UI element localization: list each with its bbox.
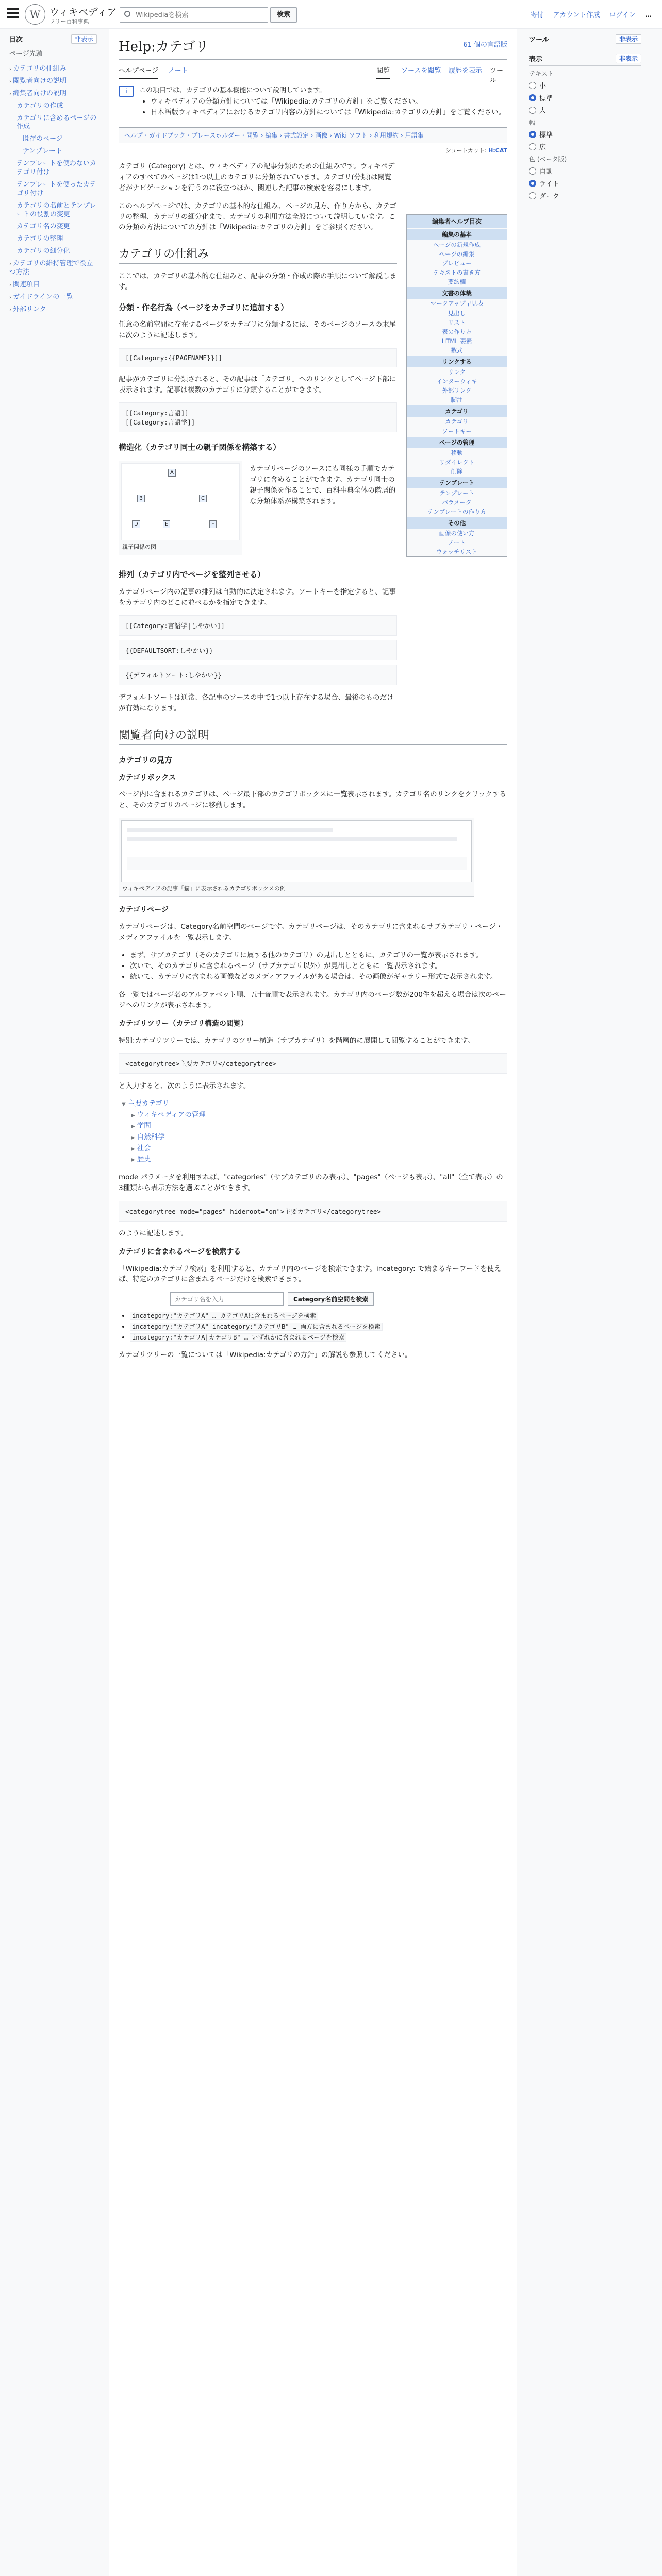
paragraph: デフォルトソートは通常、各記事のソースの中で1つ以上存在する場合、最後のものだけが有効になります。 [119,693,394,713]
collapse-icon[interactable]: ▼ [122,1101,126,1108]
section-heading: 閲覧者向けの説明 [119,726,507,745]
figure-caption: 親子関係の図 [122,544,156,551]
navbox-group-heading: カテゴリ [407,405,507,417]
navbox-link[interactable]: パラメータ [442,498,472,506]
code-block: <categorytree>主要カテゴリ</categorytree> [119,1053,507,1074]
tree-item[interactable]: ▶ 歴史 [131,1155,151,1164]
text-size-label: テキスト [529,70,554,77]
create-account-link[interactable]: アカウント作成 [553,11,600,19]
navbox-link[interactable]: インターウィキ [436,378,477,385]
navbox-link[interactable]: 要約欄 [448,278,466,286]
radio-icon[interactable] [529,82,536,89]
code-block: {{DEFAULTSORT:しやかい}} [119,640,397,660]
navbox-group-heading: 文書の体裁 [407,287,507,299]
login-link[interactable]: ログイン [609,11,636,19]
tree-item[interactable]: ▶ 社会 [131,1144,151,1153]
toc-item[interactable] [9,306,97,314]
figure-caption: ウィキペディアの記事「猫」に表示されるカテゴリボックスの例 [122,885,286,892]
navbox-link[interactable]: ノート [448,539,466,547]
text-size-option-label: 標準 [539,95,553,103]
toc-item[interactable] [9,147,97,156]
toc-item[interactable] [9,90,97,98]
navbox-link[interactable]: 外部リンク [442,387,472,395]
color-label: 色 (ベータ版) [529,156,567,163]
paragraph: カテゴリページ内の記事の排列は自動的に決定されます。ソートキーを指定すると、記事をカテゴリ内のどこに並べるかを指定できます。 [119,587,396,607]
radio-icon[interactable] [529,167,536,175]
tree-node: B [137,495,145,502]
navbox-group-heading: ページの管理 [407,437,507,448]
hatnote-line: この項目では、カテゴリの基本機能について説明しています。 [139,87,326,94]
expand-icon[interactable]: ▶ [131,1112,135,1118]
navbox-link[interactable]: マークアップ早見表 [430,300,484,308]
editor-help-navbox [406,214,507,557]
toc-item-label[interactable]: カテゴリ名の変更 [16,223,70,231]
navbox-link[interactable]: 数式 [451,346,463,354]
tab-history[interactable]: 履歴を表示 [449,67,483,75]
navbox-group-heading: リンクする [407,356,507,367]
paragraph: ページ内に含まれるカテゴリは、ページ最下部のカテゴリボックスに一覧表示されます。カテゴリ名のリンクをクリックすると、そのカテゴリのページに移動します。 [119,790,506,810]
paragraph: 特別:カテゴリツリーでは、カテゴリのツリー構造（サブカテゴリ）を階層的に展開して閲覧することができます。 [119,1036,474,1045]
main-content [109,29,517,2576]
toc-item[interactable] [9,202,97,219]
toc-toggle-icon[interactable]: › [9,91,11,97]
navbox-link[interactable]: ページの新規作成 [433,241,481,248]
subsubsection-heading: カテゴリに含まれるページを検索する [119,1248,241,1257]
navbox-link[interactable]: プレビュー [442,260,472,267]
bullet-list [119,950,507,982]
breadcrumb[interactable]: ヘルプ・ガイドブック・プレースホルダー・閲覧 › 編集 › 書式設定 › 画像 › Wiki ソフト › 利用規約 › 用語集 [124,131,424,139]
color-option[interactable] [529,166,641,176]
color-option-label: 自動 [539,168,553,176]
toc-item[interactable] [9,260,97,277]
expand-icon[interactable]: ▶ [131,1135,135,1141]
info-icon: i [119,86,134,97]
paragraph: 「Wikipedia:カテゴリ検索」を利用すると、カテゴリ内のページを検索できます。incategory: で始まるキーワードを使えば、特定のカテゴリに含まれるページだけを検索できます。 [119,1264,501,1284]
navbox-link[interactable]: 削除 [451,467,463,475]
width-option[interactable] [529,129,641,139]
toc-item-label[interactable]: カテゴリの細分化 [16,247,70,256]
navbox-link[interactable]: 見出し [448,309,466,317]
toc-sidebar [0,29,103,318]
navbox-link[interactable]: ソートキー [442,427,472,435]
subsection-heading: カテゴリの見方 [119,755,173,765]
section-heading: カテゴリの仕組み [119,245,397,264]
hatnote [119,77,507,122]
tree-node: D [132,520,140,528]
toc-item[interactable] [9,281,97,290]
shortcut-link[interactable]: H:CAT [488,147,507,154]
help-navigation-bar [119,127,507,143]
text-size-option[interactable] [529,105,641,115]
toc-item-label[interactable]: カテゴリの仕組み [13,65,67,73]
navbox-link[interactable]: ウォッチリスト [436,548,477,556]
shortcut-label: ショートカット: [445,147,487,154]
code-block: {{デフォルトソート:しやかい}} [119,665,397,685]
subsubsection-heading: カテゴリページ [119,906,169,914]
page-title: Help:カテゴリ [119,39,209,55]
paragraph: 各一覧ではページ名のアルファベット順、五十音順で表示されます。カテゴリ内のページ数が200件を超える場合は次のページへのリンクが表示されます。 [119,990,506,1010]
navbox-title: 編集者ヘルプ目次 [407,215,507,228]
toc-toggle-icon[interactable]: › [9,261,11,267]
list-item: • incategory:"カテゴリA" incategory:"カテゴリB" … 両方に含まれるページを検索 [130,1321,507,1332]
toc-item-label[interactable]: テンプレートを使わないカテゴリ付け [16,160,96,177]
screenshot-figure [119,818,474,897]
subsection-heading: 排列（カテゴリ内でページを整列させる） [119,570,266,580]
subsection-heading: 分類・作名行為（ページをカテゴリに追加する） [119,302,289,312]
toc-item-label[interactable]: ガイドラインの一覧 [13,293,73,301]
toc-item-label[interactable]: カテゴリの名前とテンプレートの役割の変更 [16,201,96,218]
tab-read[interactable]: 閲覧 [376,65,390,79]
more-menu-icon[interactable]: … [645,11,652,19]
intro-paragraph: このヘルプページでは、カテゴリの基本的な仕組み、ページの見方、作り方から、カテゴリの整理、カテゴリの細分化まで、カテゴリの利用方法全般について説明しています。この分類の方法についての方針は「Wikipedia:カテゴリの方針」をご参照ください。 [119,201,396,232]
toc-item-label[interactable]: 既存のページ [23,135,63,143]
toc-toggle-icon[interactable]: › [9,307,11,313]
radio-icon[interactable] [529,94,536,101]
wordmark[interactable]: ウィキペディア [49,7,117,18]
text-size-option[interactable] [529,80,641,90]
radio-icon[interactable] [529,143,536,150]
donate-link[interactable]: 寄付 [530,11,544,19]
toc-item[interactable] [9,235,97,244]
toc-list [9,65,97,314]
category-tree [119,1098,507,1165]
tree-node: A [168,469,176,477]
tab-talk[interactable]: ノート [168,67,188,75]
color-option[interactable] [529,178,641,188]
navbox-link[interactable]: リダイレクト [439,458,475,466]
width-label: 幅 [529,119,536,126]
hatnote-item: • ウィキペディアの分類方針については「Wikipedia:カテゴリの方針」をご覧ください。 [151,96,507,107]
search-button[interactable]: 検索 [270,7,297,23]
width-option[interactable] [529,142,641,151]
paragraph: と入力すると、次のように表示されます。 [119,1081,251,1090]
search-icon [124,11,130,17]
toc-top-link[interactable]: ページ先頭 [9,48,97,61]
navbox-link[interactable]: テキストの書き方 [433,269,481,277]
tab-view-source[interactable]: ソースを閲覧 [401,67,441,75]
color-option-label: ライト [539,180,559,188]
list-item: • まず、サブカテゴリ（そのカテゴリに属する他のカテゴリ）の見出しとともに、カテゴリの一覧が表示されます。 [130,950,507,961]
toc-item[interactable] [9,223,97,231]
category-search-button[interactable]: Category名前空間を検索 [288,1292,374,1306]
toc-item[interactable] [9,160,97,177]
text-size-option[interactable] [529,93,641,103]
navbox-link[interactable]: 移動 [451,449,463,456]
code-block: <categorytree mode="pages" hideroot="on">主要カテゴリ</categorytree> [119,1201,507,1222]
toc-item-label[interactable]: カテゴリに含めるページの作成 [16,114,97,131]
navbox-group-heading: 編集の基本 [407,229,507,240]
tree-item[interactable]: ▶ 自然科学 [131,1133,165,1142]
expand-icon[interactable]: ▶ [131,1157,135,1163]
appearance-hide-button[interactable]: 非表示 [616,54,641,63]
intro-paragraph: カテゴリ (Category) とは、ウィキペディアの記事分類のための仕組みです。ウィキペディアのすべてのページは1つ以上のカテゴリに分類されています。カテゴリ(分類)は閲覧者がナビゲーションを行うのに役立つほか、関連した記事の検索を容易にします。 [119,162,395,193]
tree-figure [119,461,242,555]
radio-icon[interactable] [529,107,536,114]
toc-toggle-icon[interactable]: › [9,66,11,72]
search-example-list [119,1311,507,1343]
navbox-link[interactable]: 表の作り方 [442,328,472,335]
tab-tools[interactable]: ツール [490,67,504,84]
toc-toggle-icon[interactable]: › [9,282,11,288]
toc-item-label[interactable]: 編集者向けの説明 [13,89,67,97]
text-size-option-label: 小 [539,82,547,90]
navbox-group-heading: テンプレート [407,477,507,488]
tree-node: C [199,495,207,502]
paragraph: カテゴリツリーの一覧については「Wikipedia:カテゴリの方針」の解説も参照してください。 [119,1351,412,1360]
toc-item[interactable] [9,293,97,302]
toc-item[interactable] [9,65,97,74]
navbox-link[interactable]: リスト [448,318,466,326]
appearance-heading: 表示 非表示 [529,54,641,66]
toc-item[interactable] [9,135,97,144]
list-item: • 続いて、カテゴリに含まれる画像などのメディアファイルがある場合は、その画像がギャラリー形式で表示されます。 [130,972,507,982]
list-item: • incategory:"カテゴリA|カテゴリB" … いずれかに含まれるページを検索 [130,1332,507,1343]
toc-item-label[interactable]: 関連項目 [13,280,40,289]
expand-icon[interactable]: ▶ [131,1124,135,1130]
toc-hide-button[interactable]: 非表示 [71,34,97,44]
user-links [523,9,652,19]
tree-item[interactable]: ▶ ウィキペディアの管理 [131,1110,206,1119]
navbox-link[interactable]: カテゴリ [445,418,469,426]
tree-item[interactable]: ▼ 主要カテゴリ [122,1099,170,1108]
color-option-label: ダーク [539,193,560,200]
page-tabs [119,60,507,84]
radio-icon[interactable] [529,180,536,187]
paragraph: カテゴリページは、Category名前空間のページです。カテゴリページは、そのカテゴリに含まれるサブカテゴリ・ページ・メディアファイルを一覧表示します。 [119,922,503,942]
toc-item-label[interactable]: カテゴリの維持管理で役立つ方法 [9,260,93,277]
category-search-form [170,1292,507,1306]
paragraph: 記事がカテゴリに分類されると、その記事は「カテゴリ」へのリンクとしてページ下部に表示されます。記事は複数のカテゴリに分類することができます。 [119,375,396,394]
tagline: フリー百科事典 [49,18,89,25]
category-search-input[interactable]: カテゴリ名を入力 [170,1292,284,1306]
navbox-link[interactable]: リンク [448,368,466,376]
navbox-link[interactable]: テンプレート [439,489,474,497]
subsubsection-heading: カテゴリボックス [119,773,176,782]
paragraph: mode パラメータを利用すれば、"categories"（サブカテゴリのみ表示）、"pages"（ページも表示）、"all"（全て表示）の3種類から表示方法を選ぶことができます。 [119,1173,503,1193]
toc-item[interactable] [9,114,97,132]
radio-icon[interactable] [529,131,536,138]
code-block: [[Category:言語]] [[Category:言語学]] [119,402,397,432]
navbox-group-heading: その他 [407,517,507,529]
toc-item-label[interactable]: カテゴリの整理 [16,235,63,243]
language-button[interactable]: 61 個の言語版 [463,41,507,49]
tools-heading: ツール 非表示 [529,34,641,46]
toc-toggle-icon[interactable]: › [9,294,11,300]
navbox-link[interactable]: ページの編集 [439,250,475,258]
tree-node: E [163,520,170,528]
code-block: [[Category:言語学|しやかい]] [119,615,397,636]
tree-diagram [121,463,240,540]
wikipedia-logo[interactable]: W [25,4,45,25]
toc-item[interactable] [9,102,97,111]
toc-item[interactable] [9,77,97,86]
toc-item[interactable] [9,181,97,198]
width-option-label: 標準 [539,131,553,139]
toc-item[interactable] [9,247,97,256]
paragraph: のように記述します。 [119,1229,188,1238]
toc-title: 目次 [9,36,23,44]
tree-item[interactable]: ▶ 学問 [131,1122,151,1130]
paragraph: ここでは、カテゴリの基本的な仕組みと、記事の分類・作成の際の手順について解説します。 [119,272,397,291]
main-menu-icon[interactable] [7,8,19,19]
toc-item-label[interactable]: 閲覧者向けの説明 [13,77,67,85]
toc-item-label[interactable]: カテゴリの作成 [16,101,63,110]
list-item: • 次いで、そのカテゴリに含まれるページ（サブカテゴリ以外）が見出しとともに一覧表示されます。 [130,961,507,972]
list-item: • incategory:"カテゴリA" … カテゴリAに含まれるページを検索 [130,1311,507,1321]
site-header [0,0,662,29]
navbox-link[interactable]: テンプレートの作り方 [427,508,486,516]
radio-icon[interactable] [529,192,536,199]
search-box [120,7,268,23]
color-option[interactable] [529,191,641,200]
navbox-link[interactable]: HTML 要素 [441,337,472,345]
navbox-link[interactable]: 脚注 [451,396,463,404]
search-input[interactable] [135,10,263,20]
width-option-label: 広 [539,144,547,151]
tools-sidebar [523,29,647,208]
toc-toggle-icon[interactable]: › [9,78,11,84]
tab-help-page[interactable]: ヘルプページ [119,65,158,79]
code-block: [[Category:{{PAGENAME}}]] [119,348,397,367]
expand-icon[interactable]: ▶ [131,1146,135,1152]
subsubsection-heading: カテゴリツリー（カテゴリ構造の閲覧） [119,1020,248,1028]
category-box-screenshot [121,820,472,882]
hatnote-item: • 日本語版ウィキペディアにおけるカテゴリ内容の方針については「Wikipedia:カテゴリの方針」をご覧ください。 [151,107,507,118]
text-size-option-label: 大 [539,107,547,115]
tree-node: F [209,520,217,528]
tools-hide-button[interactable]: 非表示 [616,34,641,44]
toc-item-label[interactable]: テンプレートを使ったカテゴリ付け [16,180,96,197]
paragraph: カテゴリページのソースにも同様の手順でカテゴリに含めることができます。カテゴリ同士の親子関係を作ることで、百科事典全体の階層的な分類体系が構築されます。 [250,464,396,505]
shortcut-box [119,146,507,155]
subsection-heading: 構造化（カテゴリ同士の親子関係を構築する） [119,443,281,452]
paragraph: 任意の名前空間に存在するページをカテゴリに分類するには、そのページのソースの末尾に次のように記述します。 [119,320,396,340]
navbox-link[interactable]: 画像の使い方 [439,530,475,537]
toc-item-label[interactable]: 外部リンク [13,305,46,313]
toc-item-label[interactable]: テンプレート [23,147,62,156]
